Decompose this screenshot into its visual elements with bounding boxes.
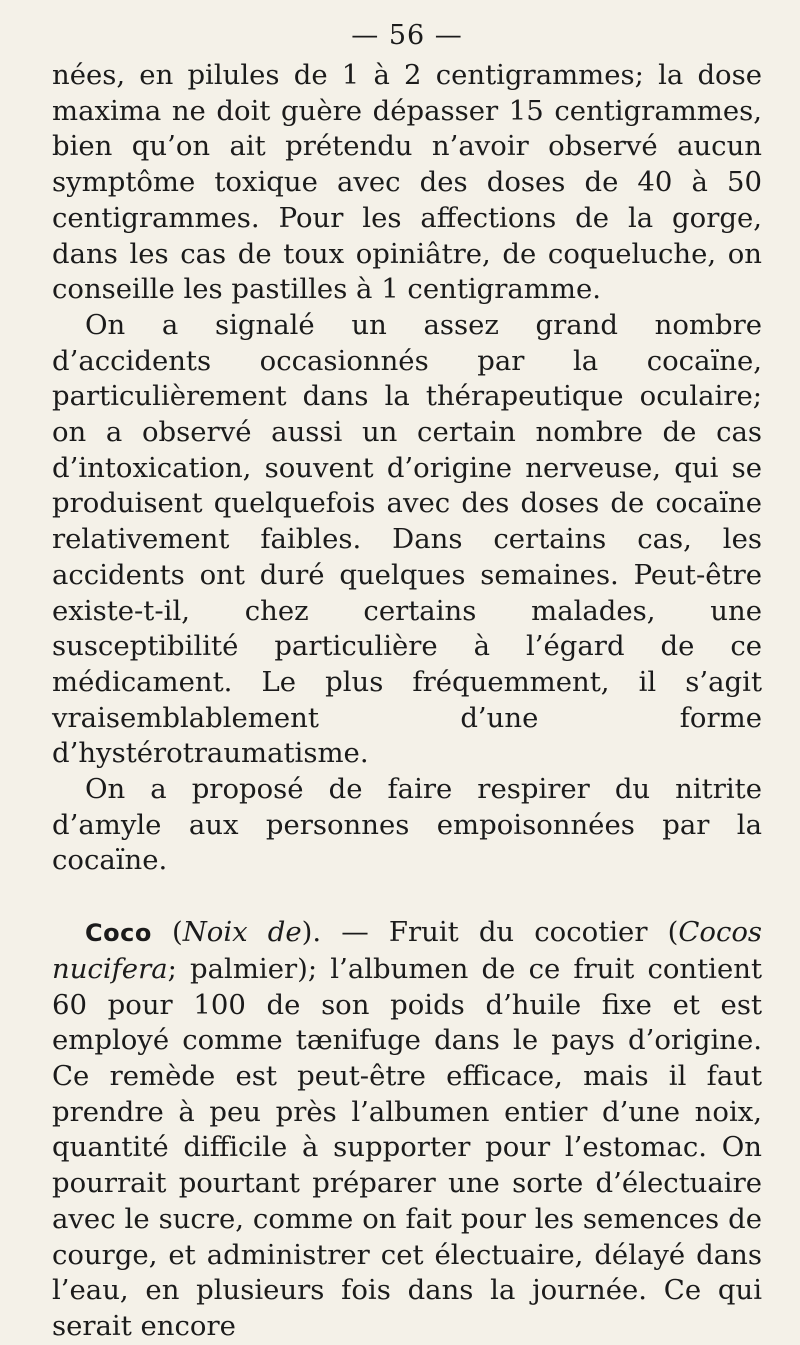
paragraph-continuation: nées, en pilules de 1 à 2 centigrammes; la dose maxima ne doit guère dépasser 15 centigrammes, bien qu’on ait prétendu n’avoir observé aucun symptôme toxique avec des doses de 40 à 50 centigrammes. Pour les affections de la gorge, dans les cas de toux opiniâtre, de coqueluche, on conseille les pastilles à 1 centigramme. — [52, 59, 762, 306]
section-gap — [52, 879, 762, 915]
entry-text-segment: ; palmier); l’albumen de ce fruit contient 60 pour 100 de son poids d’huile fixe et est employé comme tænifuge dans le pays d’origine. Ce remède est peut-être efficace, mais il faut prendre à peu près l’albumen entier d’une noix, quantité difficile à supporter pour l’estomac. On pourrait pourtant préparer une sorte d’électuaire avec le sucre, comme on fait pour les semences de courge, et administrer cet électuaire, délayé dans l’eau, en plusieurs fois dans la journée. Ce qui serait encore — [52, 952, 762, 1342]
entry-latin-name: Cocos nucifera — [52, 916, 763, 985]
paragraph-accidents: On a signalé un assez grand nombre d’accidents occasionnés par la cocaïne, particulièrement dans la thérapeutique oculaire; on a observé aussi un certain nombre de cas d’intoxication, souvent d’origine nerveuse, qui se produisent quelquefois avec des doses de cocaïne relativement faibles. Dans certains cas, les accidents ont duré quelques semaines. Peut-être existe-t-il, chez certains malades, une susceptibilité particulière à l’égard de ce médicament. Le plus fréquemment, il s’agit vraisemblablement d’une forme d’hystérotraumatisme. — [52, 308, 762, 770]
paragraph-nitrite: On a proposé de faire respirer du nitrite d’amyle aux personnes empoisonnées par la cocaïne. — [52, 773, 762, 877]
entry-text-segment: ). — Fruit du cocotier ( — [301, 916, 679, 949]
entry-heading: Coco — [85, 919, 152, 948]
page-number: — 56 — — [351, 20, 463, 51]
entry-text-segment: ( — [151, 916, 183, 949]
entry-italic-term: Noix de — [182, 916, 302, 949]
entry-coco — [52, 915, 762, 1344]
